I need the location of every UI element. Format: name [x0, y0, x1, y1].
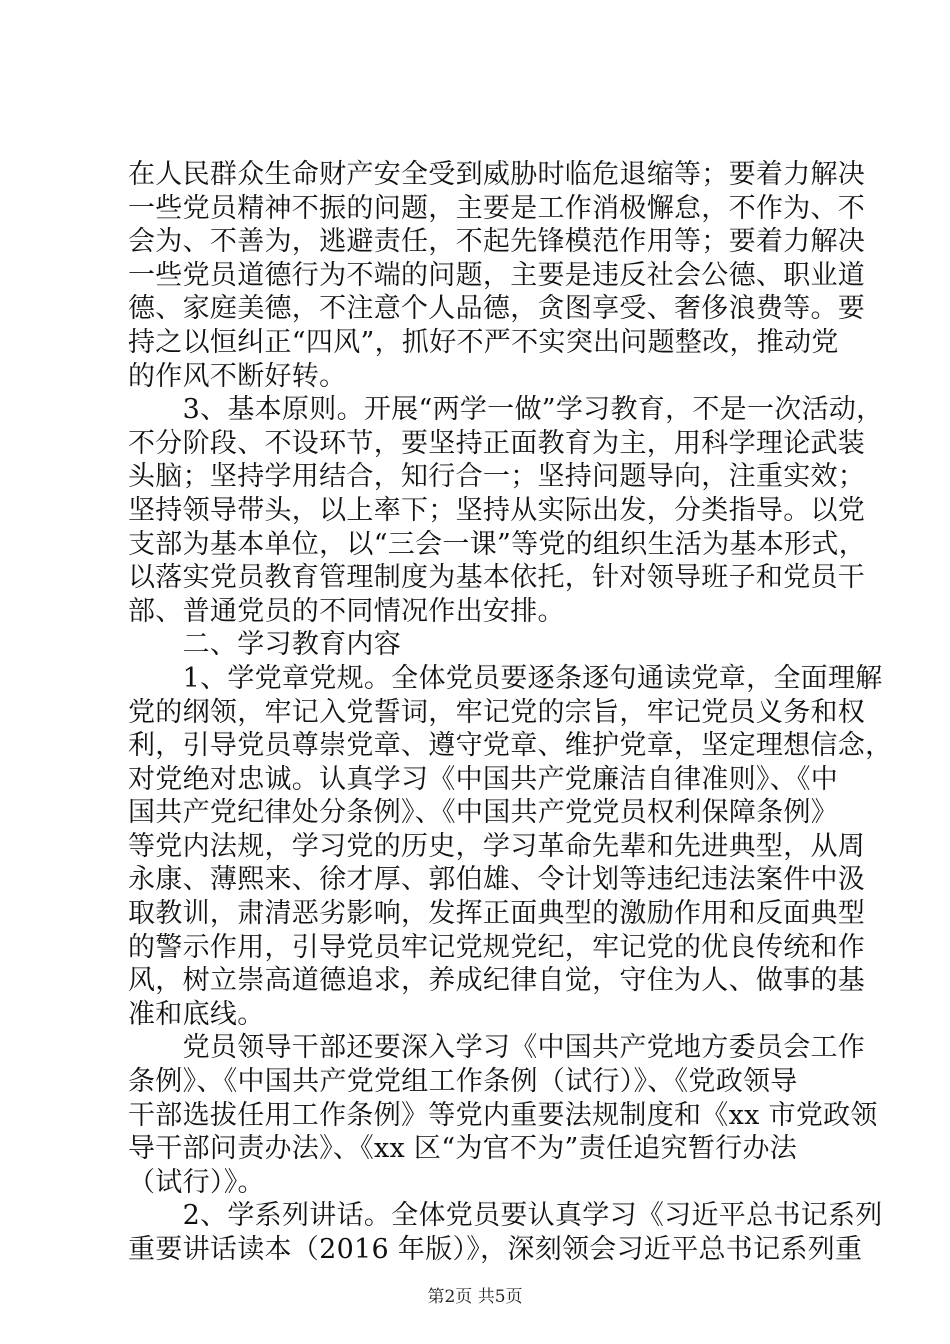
text-line: 利，引导党员尊崇党章、遵守党章、维护党章，坚定理想信念， [128, 730, 893, 762]
text-line: 干部选拔任用工作条例》等党内重要法规制度和《xx 市党政领 [128, 1099, 878, 1131]
text-line: 永康、薄熙来、徐才厚、郭伯雄、令计划等违纪违法案件中汲 [128, 864, 866, 896]
text-line: 坚持领导带头，以上率下；坚持从实际出发，分类指导。以党 [128, 494, 866, 526]
text-line: 3、基本原则。开展“两学一做”学习教育，不是一次活动， [128, 394, 884, 426]
text-line: 在人民群众生命财产安全受到威胁时临危退缩等；要着力解决 [128, 159, 866, 190]
text-line: 支部为基本单位，以“三会一课”等党的组织生活为基本形式， [128, 528, 867, 560]
text-line: 持之以恒纠正“四风”，抓好不严不实突出问题整改，推动党 [128, 326, 839, 358]
text-line: 2、学系列讲话。全体党员要认真学习《习近平总书记系列 [128, 1200, 883, 1232]
text-line: 德、家庭美德，不注意个人品德，贪图享受、奢侈浪费等。要 [128, 293, 866, 325]
text-line: 党员领导干部还要深入学习《中国共产党地方委员会工作 [128, 1032, 866, 1064]
text-line: 条例》、《中国共产党党组工作条例（试行）》、《党政领导 [128, 1066, 798, 1098]
text-line: 等党内法规，学习党的历史，学习革命先辈和先进典型，从周 [128, 830, 866, 862]
text-line: 取教训，肃清恶劣影响，发挥正面典型的激励作用和反面典型 [128, 898, 866, 930]
text-line: 准和底线。 [128, 998, 265, 1030]
text-line: 以落实党员教育管理制度为基本依托，针对领导班子和党员干 [128, 562, 866, 594]
text-line: 的作风不断好转。 [128, 360, 347, 392]
text-line: 一些党员精神不振的问题，主要是工作消极懈怠，不作为、不 [128, 192, 866, 224]
text-line: 一些党员道德行为不端的问题，主要是违反社会公德、职业道 [128, 259, 866, 291]
text-line: 不分阶段、不设环节，要坚持正面教育为主，用科学理论武装 [128, 427, 866, 459]
text-line: 1、学党章党规。全体党员要逐条逐句通读党章，全面理解 [128, 662, 883, 694]
text-line: 头脑；坚持学用结合，知行合一；坚持问题导向，注重实效； [128, 461, 866, 493]
body-text [128, 158, 893, 1267]
text-line: 二、学习教育内容 [128, 629, 401, 661]
text-line: 部、普通党员的不同情况作出安排。 [128, 595, 565, 627]
text-line: 导干部问责办法》、《xx 区“为官不为”责任追究暂行办法 [128, 1133, 798, 1165]
text-line: 重要讲话读本（2016 年版）》，深刻领会习近平总书记系列重 [128, 1234, 863, 1265]
text-line: 的警示作用，引导党员牢记党规党纪，牢记党的优良传统和作 [128, 931, 866, 963]
text-line: 对党绝对忠诚。认真学习《中国共产党廉洁自律准则》、《中 [128, 763, 839, 795]
text-line: （试行）》。 [128, 1166, 265, 1198]
page-footer: 第2页 共5页 [427, 1287, 523, 1307]
text-line: 会为、不善为，逃避责任，不起先锋模范作用等；要着力解决 [128, 226, 866, 258]
text-line: 国共产党纪律处分条例》、《中国共产党党员权利保障条例》 [128, 797, 839, 829]
text-line: 党的纲领，牢记入党誓词，牢记党的宗旨，牢记党员义务和权 [128, 696, 866, 728]
text-line: 风，树立崇高道德追求，养成纪律自觉，守住为人、做事的基 [128, 965, 866, 997]
